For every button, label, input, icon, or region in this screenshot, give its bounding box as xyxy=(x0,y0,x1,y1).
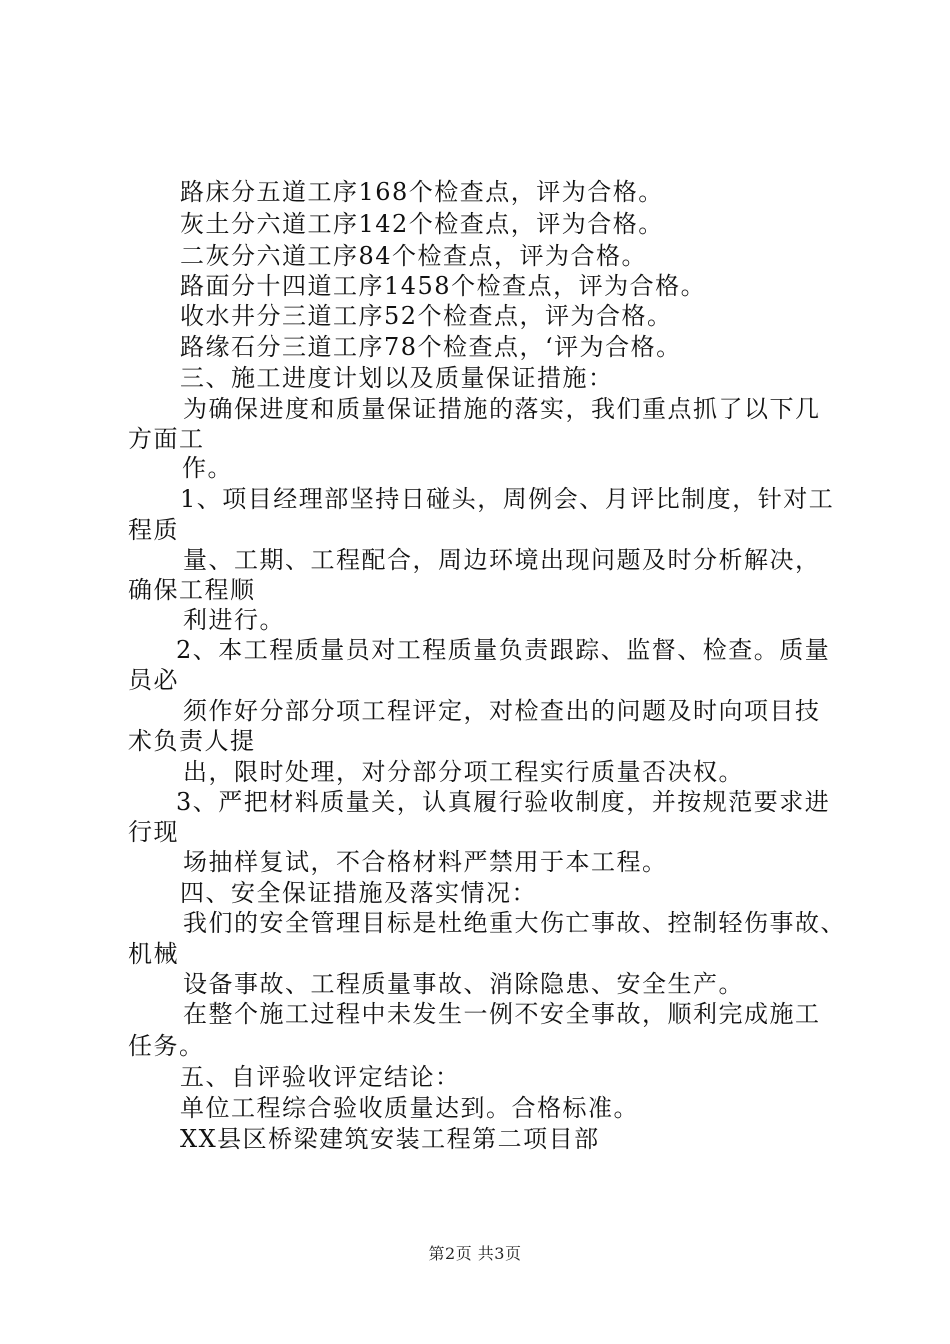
text-line: 场抽样复试，不合格材料严禁用于本工程。 xyxy=(183,848,668,876)
signature-line: XX县区桥梁建筑安装工程第二项目部 xyxy=(180,1125,600,1153)
text-line: 单位工程综合验收质量达到。合格标准。 xyxy=(180,1094,639,1122)
section-heading: 五、自评验收评定结论： xyxy=(180,1063,461,1091)
text-line: 任务。 xyxy=(128,1032,205,1060)
text-line: 程质 xyxy=(128,516,179,544)
text-line: 机械 xyxy=(128,940,179,968)
text-line: 路面分十四道工序1458个检查点，评为合格。 xyxy=(180,272,707,300)
text-line: 须作好分部分项工程评定，对检查出的问题及时向项目技 xyxy=(183,697,821,725)
text-line: 术负责人提 xyxy=(128,727,256,755)
text-line: 行现 xyxy=(128,818,179,846)
text-line: 设备事故、工程质量事故、消除隐患、安全生产。 xyxy=(183,970,744,998)
text-line: 二灰分六道工序84个检查点，评为合格。 xyxy=(180,242,648,270)
text-line: 在整个施工过程中未发生一例不安全事故，顺利完成施工 xyxy=(183,1000,821,1028)
text-line: 收水井分三道工序52个检查点，评为合格。 xyxy=(180,302,673,330)
text-line: 量、工期、工程配合，周边环境出现问题及时分析解决， xyxy=(183,546,821,574)
text-line: 方面工 xyxy=(128,425,205,453)
page-footer: 第2页 共3页 xyxy=(428,1244,522,1263)
text-line: 作。 xyxy=(182,454,233,482)
text-line: 2、本工程质量员对工程质量负责跟踪、监督、检查。质量 xyxy=(176,636,831,664)
text-line: 路床分五道工序168个检查点，评为合格。 xyxy=(180,178,664,206)
text-line: 3、严把材料质量关，认真履行验收制度，并按规范要求进 xyxy=(176,788,831,816)
text-line: 确保工程顺 xyxy=(128,576,256,604)
section-heading: 四、安全保证措施及落实情况： xyxy=(180,879,537,907)
text-line: 出，限时处理，对分部分项工程实行质量否决权。 xyxy=(183,758,744,786)
text-line: 员必 xyxy=(128,666,179,694)
text-line: 我们的安全管理目标是杜绝重大伤亡事故、控制轻伤事故、 xyxy=(183,909,846,937)
text-line: 为确保进度和质量保证措施的落实，我们重点抓了以下几 xyxy=(183,395,821,423)
text-line: 1、项目经理部坚持日碰头，周例会、月评比制度，针对工 xyxy=(180,485,835,513)
text-line: 路缘石分三道工序78个检查点，‘评为合格。 xyxy=(180,333,682,361)
text-line: 利进行。 xyxy=(183,606,285,634)
text-line: 灰土分六道工序142个检查点，评为合格。 xyxy=(180,210,664,238)
section-heading: 三、施工进度计划以及质量保证措施： xyxy=(180,364,614,392)
